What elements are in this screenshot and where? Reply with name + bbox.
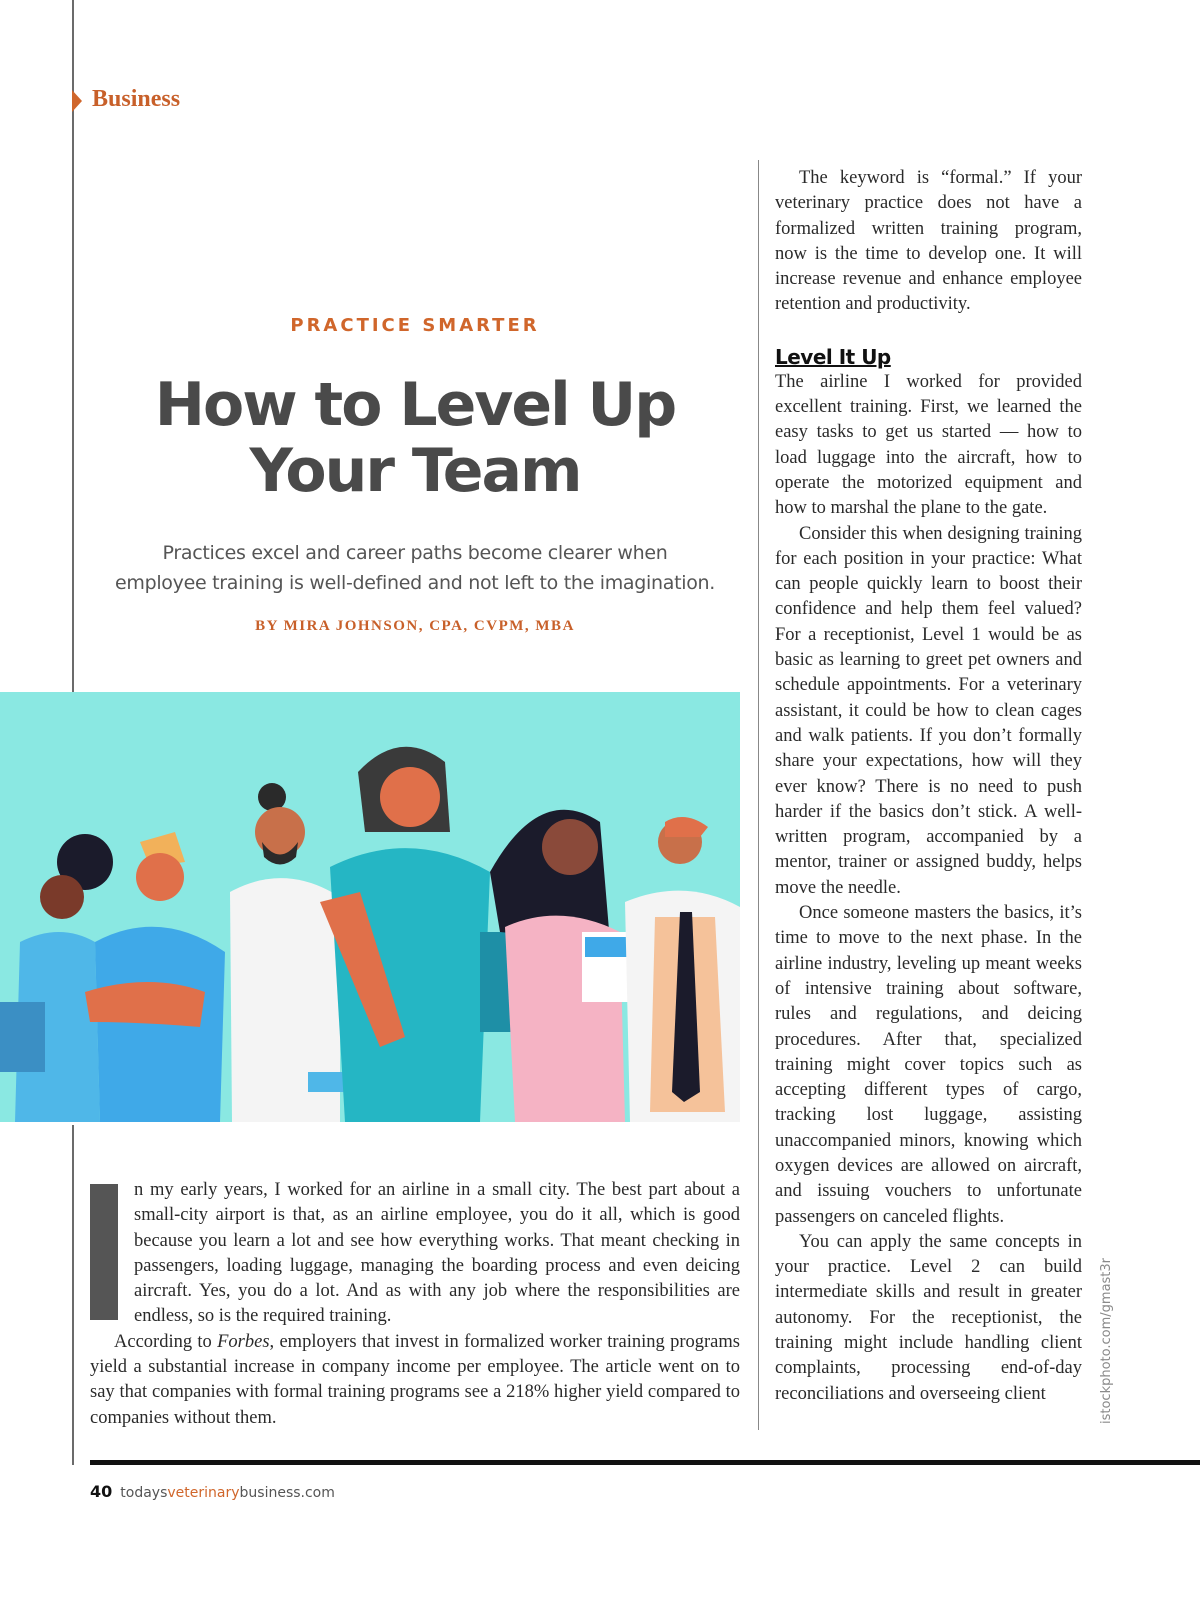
article-body-right: [775, 166, 1082, 1407]
photo-credit: istockphoto.com/gmast3r: [1099, 1257, 1114, 1424]
paragraph-3: The keyword is “formal.” If your veterinary practice does not have a formalized written training program, now is the time to develop one. It will increase revenue and enhance employee retention and productivity.: [775, 168, 1082, 315]
deck-line-1: Practices excel and career paths become clearer when: [162, 542, 668, 564]
page-number: 40: [90, 1482, 113, 1501]
section-arrow-icon: [72, 90, 82, 112]
site-url-part-3: business.com: [239, 1485, 335, 1501]
article-kicker: PRACTICE SMARTER: [290, 315, 540, 336]
subhead-level-it-up: Level It Up: [775, 344, 891, 369]
article-body-left: [90, 1178, 740, 1431]
paragraph-5: Consider this when designing training for each position in your practice: What can people quickly learn to boost their confidence and help them feel valued? For a receptionist, Level 1 would be as basic as learning to greet pet owners and schedule appointments. For a veterinary assistant, it could be how to clean cages and walk patients. If you don’t formally share your expectations, how will they ever know? There is no need to push harder if the basics don’t stick. A well-written program, accompanied by a mentor, trainer or assigned buddy, helps move the needle.: [775, 523, 1082, 898]
section-label: Business: [92, 86, 181, 112]
title-line-1: How to Level Up: [154, 370, 676, 440]
site-url-part-2: veterinary: [167, 1485, 240, 1501]
footer-rule: [90, 1460, 1200, 1465]
paragraph-6: Once someone masters the basics, it’s time to move to the next phase. In the airline industry, leveling up meant weeks of intensive training about software, rules and regulations, and deicing procedures. After that, specialized training might cover topics such as accepting different types of cargo, tracking lost luggage, assisting unaccompanied minors, knowing which oxygen devices are allowed on aircraft, and issuing vouchers to unfortunate passengers on canceled flights.: [775, 903, 1082, 1227]
forbes-italic: Forbes: [217, 1331, 270, 1352]
paragraph-4: The airline I worked for provided excellent training. First, we learned the easy tasks to get us started — how to load luggage into the aircraft, how to operate the motorized equipment and how to marshal the plane to the gate.: [775, 371, 1082, 519]
paragraph-7: You can apply the same concepts in your practice. Level 2 can build intermediate skills and result in greater autonomy. For the receptionist, the training might include handling client complaints, processing end-of-day reconciliations and overseeing client: [775, 1231, 1082, 1404]
article-byline: BY MIRA JOHNSON, CPA, CVPM, MBA: [255, 618, 575, 634]
left-margin-rule-lower: [72, 1125, 74, 1465]
paragraph-2: [90, 1330, 740, 1431]
drop-cap: [90, 1184, 118, 1320]
paragraph-2-rest: , employers that invest in formalized worker training programs yield a substantial increase in company income per employee. The article went on to say that companies with formal training programs see a 218% higher yield compared to companies without them.: [90, 1331, 740, 1428]
title-line-2: Your Team: [249, 436, 581, 506]
deck-line-2: employee training is well-defined and not left to the imagination.: [114, 572, 716, 594]
paragraph-2-lead: According to: [114, 1331, 218, 1352]
article-deck: [90, 538, 740, 598]
paragraph-spacer: [775, 318, 1082, 344]
team-illustration: [0, 692, 740, 1122]
page-folio: [90, 1482, 335, 1501]
column-rule: [758, 160, 759, 1430]
site-url-part-1: todays: [120, 1485, 168, 1501]
article-title: [90, 372, 740, 504]
paragraph-1: n my early years, I worked for an airline in a small city. The best part about a small-city airport is that, as an airline employee, you do it all, which is good because you learn a lot and see how everything works. That meant checking in passengers, loading luggage, managing the boarding process and even deicing aircraft. Yes, you do a lot. And as with any job where the responsibilities are endless, so is the required training.: [134, 1180, 740, 1327]
